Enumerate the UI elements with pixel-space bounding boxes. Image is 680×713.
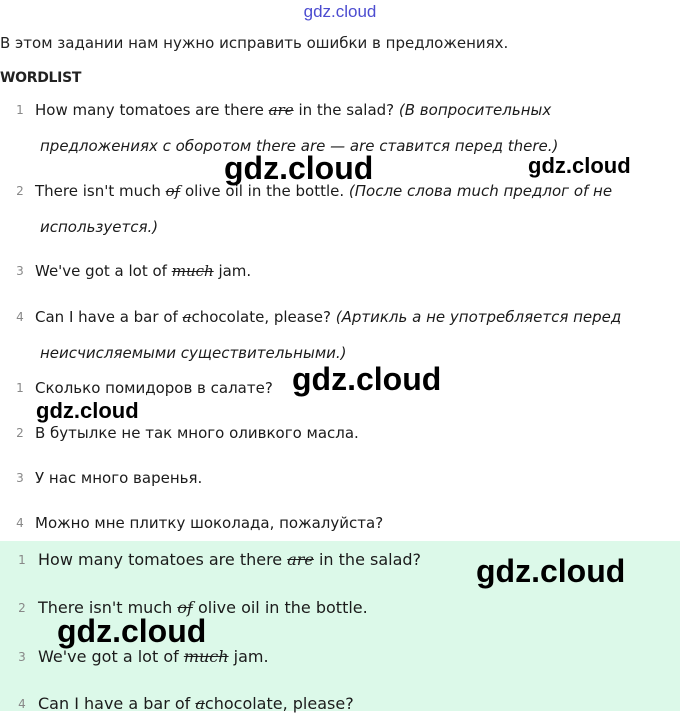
sentence-text: Can I have a bar of [35,308,183,326]
sentence-text: chocolate, please? [204,694,354,713]
item-number: 1 [18,553,26,567]
watermark: gdz.cloud [36,398,139,423]
sentence-text: How many tomatoes are there [35,101,269,119]
item-number: 4 [16,310,24,324]
sentence-text: chocolate, please? [191,308,336,326]
sentence-text: in the salad? [313,550,422,569]
sentence-text: Can I have a bar of [38,694,196,713]
watermark: gdz.cloud [57,613,207,649]
explanation: (После слова much предлог of не [348,182,613,200]
item-number: 1 [16,381,24,395]
sentence-text: olive oil in the bottle. [192,598,368,617]
translation-text: Сколько помидоров в салате? [35,379,273,397]
struck-word: much [171,262,214,280]
sentence-line [35,308,621,326]
item-number: 3 [18,650,26,664]
answer-line [38,694,354,713]
sentence-line [35,262,251,280]
watermark: gdz.cloud [292,361,442,397]
watermark: gdz.cloud [528,153,631,178]
sentence-text: in the salad? [293,101,399,119]
watermark: gdz.cloud [476,553,626,589]
watermark: gdz.cloud [224,150,374,186]
sentence-text: There isn't much [35,182,166,200]
item-number: 3 [16,471,24,485]
sentence-text: jam. [213,262,252,280]
translation-text: В бутылке не так много оливкого масла. [35,424,359,442]
struck-word: are [268,101,294,119]
struck-word: are [287,550,314,569]
sentence-text: How many tomatoes are there [38,550,288,569]
item-number: 4 [16,516,24,530]
item-number: 2 [16,426,24,440]
item-number: 4 [18,697,26,711]
answer-line [38,550,421,569]
explanation: неисчисляемыми существительными.) [40,344,347,362]
explanation: (В вопросительных [398,101,552,119]
struck-word: a [195,694,205,713]
explanation: (Артикль a не употребляется перед [335,308,622,326]
translation-text: Можно мне плитку шоколада, пожалуйста? [35,514,384,532]
section-heading: WORDLIST [0,70,82,86]
item-number: 3 [16,264,24,278]
sentence-text: We've got a lot of [35,262,172,280]
item-number: 2 [18,601,26,615]
struck-word: much [183,647,229,666]
struck-word: of [177,598,193,617]
sentence-text: olive oil in the bottle. [180,182,349,200]
sentence-text: There isn't much [38,598,178,617]
struck-word: a [182,308,192,326]
sentence-text: We've got a lot of [38,647,184,666]
item-number: 2 [16,184,24,198]
struck-word: of [165,182,181,200]
site-brand[interactable]: gdz.cloud [303,2,377,21]
explanation: используется.) [40,218,159,236]
item-number: 1 [16,103,24,117]
task-intro: В этом задании нам нужно исправить ошибки в предложениях. [0,34,509,52]
sentence-line [35,101,551,119]
explanation: предложениях с оборотом there are — are ставится перед there.) [40,137,559,155]
translation-text: У нас много варенья. [35,469,203,487]
sentence-text: jam. [228,647,269,666]
